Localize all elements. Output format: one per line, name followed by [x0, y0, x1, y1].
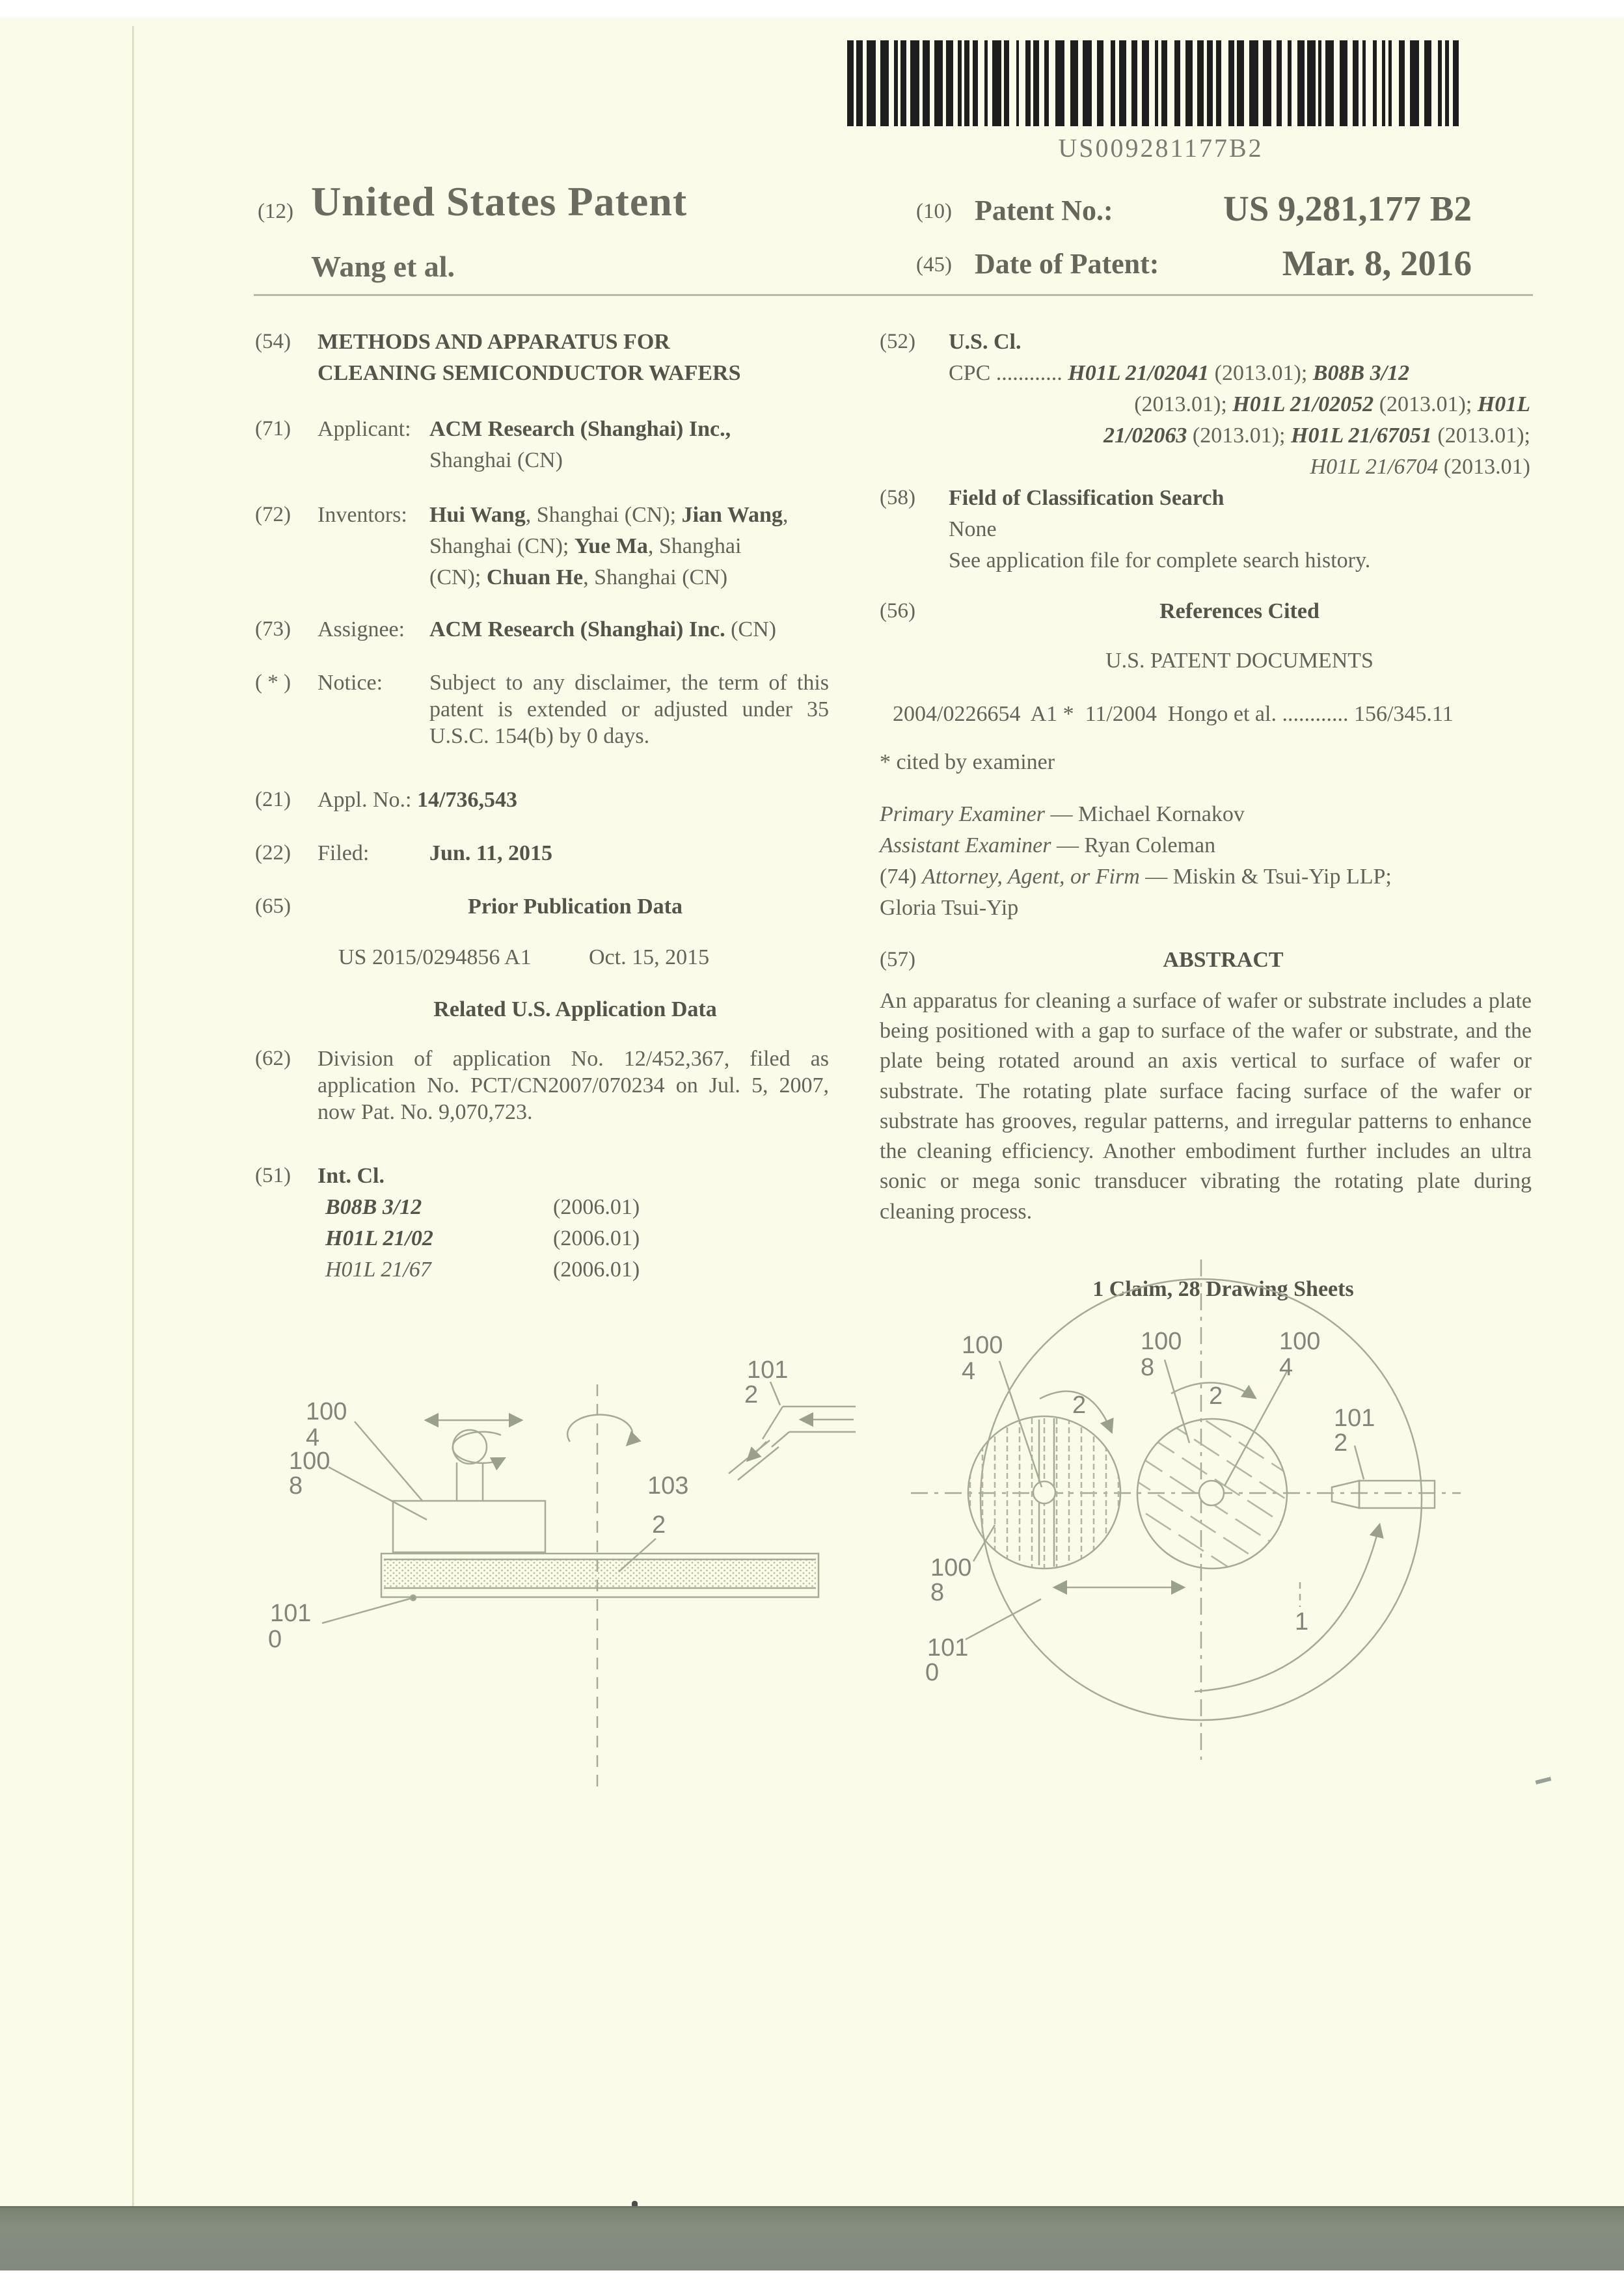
- cpc-class-7: H01L 21/6704: [1310, 455, 1439, 479]
- cpc-line-1: [949, 360, 1409, 387]
- figure-side-view: [260, 1327, 885, 1822]
- plate-right-center: [1199, 1481, 1224, 1505]
- assistant-examiner-label: Assistant Examiner: [880, 833, 1051, 857]
- figure-top-view: [908, 1256, 1565, 1796]
- intcl-1-year: (2006.01): [553, 1195, 640, 1219]
- notice-label: Notice:: [318, 671, 383, 695]
- label-2-left: 2: [1072, 1392, 1087, 1419]
- cpc-class-4: H01L: [1477, 392, 1530, 416]
- s54-title-1: METHODS AND APPARATUS FOR: [318, 330, 670, 354]
- label-1004a-line2: 4: [962, 1358, 976, 1385]
- inventor-sep-4: , Shanghai: [647, 534, 742, 558]
- ref-number: 2004/0226654: [893, 702, 1021, 726]
- cpc-class-2: B08B 3/12: [1312, 361, 1410, 385]
- attorney-firm: — Miskin & Tsui-Yip LLP;: [1139, 865, 1392, 889]
- s58-num: (58): [880, 486, 915, 509]
- label-1008a-line1: 100: [1141, 1328, 1182, 1355]
- leader-1012: [770, 1382, 780, 1405]
- label-1004-line2: 4: [306, 1424, 320, 1451]
- spindle-head: [453, 1430, 487, 1464]
- s72-line-1: [429, 502, 788, 529]
- s72-line-3: [429, 565, 727, 591]
- label-1008-line1: 100: [289, 1448, 331, 1475]
- field-12-number: (12): [258, 200, 293, 223]
- plate-holder-block: [393, 1501, 545, 1552]
- cpc-sep-3: (2013.01);: [1374, 392, 1478, 416]
- cpc-sep-4: (2013.01);: [1187, 424, 1291, 448]
- label-1004b-line1: 100: [1279, 1328, 1321, 1355]
- s65-date: Oct. 15, 2015: [589, 945, 710, 969]
- s71-label: Applicant:: [318, 417, 411, 441]
- assistant-examiner-name: — Ryan Coleman: [1051, 833, 1216, 857]
- nozzle-tip-lower: [772, 1432, 789, 1447]
- assignee-name: ACM Research (Shanghai) Inc.: [429, 617, 725, 641]
- s22-value: Jun. 11, 2015: [429, 841, 552, 865]
- label-1004a-line1: 100: [962, 1332, 1003, 1359]
- nozzle-tip-upper: [763, 1407, 783, 1439]
- cited-by-examiner: * cited by examiner: [880, 750, 1055, 774]
- cpc-line-2: [1134, 392, 1530, 418]
- s65-pub: US 2015/0294856 A1: [338, 945, 532, 969]
- s56-subheading: U.S. PATENT DOCUMENTS: [1105, 649, 1374, 673]
- abstract-heading: ABSTRACT: [1163, 948, 1284, 972]
- spindle-rotation-arrow: [453, 1432, 504, 1463]
- axis-rotation-arrow: [567, 1415, 632, 1444]
- cpc-dots: ............: [990, 361, 1068, 385]
- leader-1010: [966, 1599, 1041, 1639]
- label-1012-line2: 2: [1334, 1429, 1348, 1457]
- inventor-sep-6: , Shanghai (CN): [583, 565, 728, 589]
- barcode-text: US009281177B2: [1058, 133, 1264, 163]
- claims-line: 1 Claim, 28 Drawing Sheets: [1092, 1277, 1354, 1301]
- leader-1004: [355, 1421, 423, 1502]
- patent-no-value: US 9,281,177 B2: [1223, 189, 1472, 228]
- ref-class: 156/345.11: [1353, 702, 1454, 726]
- label-2-mid: 2: [1209, 1382, 1223, 1410]
- s65-heading: Prior Publication Data: [468, 895, 683, 919]
- label-1010-line1: 101: [270, 1600, 312, 1627]
- notice-text: Subject to any disclaimer, the term of this patent is extended or adjusted under 35 U.S.C. 154(b) by 0 days.: [429, 671, 829, 748]
- label-1008b-line1: 100: [930, 1554, 972, 1582]
- intcl-3-year: (2006.01): [553, 1258, 640, 1282]
- nozzle-tip: [1332, 1481, 1359, 1508]
- authors: Wang et al.: [311, 250, 455, 283]
- s52-heading: U.S. Cl.: [949, 330, 1022, 354]
- inventor-3: Yue Ma: [574, 534, 648, 558]
- field-74-number: (74): [880, 865, 923, 889]
- attorney-label: Attorney, Agent, or Firm: [922, 865, 1140, 889]
- cpc-class-1: H01L 21/02041: [1068, 361, 1210, 385]
- reference-row: [893, 701, 1454, 728]
- inventor-sep-1: , Shanghai (CN);: [525, 503, 682, 527]
- cpc-sep-2: (2013.01);: [1134, 392, 1233, 416]
- ref-dots: ............: [1282, 702, 1349, 726]
- label-1008a-line2: 8: [1141, 1354, 1155, 1381]
- cpc-line-4: [1310, 454, 1530, 481]
- s71-applicant-2: Shanghai (CN): [429, 448, 563, 472]
- label-1004-line1: 100: [306, 1398, 347, 1425]
- inventor-2: Jian Wang: [681, 503, 783, 527]
- ref-date: 11/2004: [1085, 702, 1157, 726]
- s57-num: (57): [880, 948, 915, 971]
- related-heading: Related U.S. Application Data: [433, 997, 717, 1021]
- s71-num: (71): [255, 417, 291, 440]
- inventor-sep-2: ,: [782, 503, 789, 527]
- cpc-class-3: H01L 21/02052: [1232, 392, 1374, 416]
- s62-text: Division of application No. 12/452,367, filed as application No. PCT/CN2007/070234 on Jul. 5, 2007, now Pat. No. 9,070,723.: [318, 1047, 829, 1124]
- s73-num: (73): [255, 617, 291, 641]
- leader-1012: [1355, 1446, 1364, 1479]
- plate-hatch-band: [384, 1559, 816, 1588]
- ref-author: Hongo et al.: [1167, 702, 1277, 726]
- s73-assignee: [429, 617, 776, 643]
- plate-left-center: [1033, 1481, 1055, 1503]
- s72-num: (72): [255, 503, 291, 526]
- cpc-class-5: 21/02063: [1103, 424, 1187, 448]
- primary-examiner-name: — Michael Kornakov: [1045, 802, 1245, 826]
- label-1010-line2: 0: [268, 1626, 282, 1653]
- s71-applicant: ACM Research (Shanghai) Inc.,: [429, 417, 731, 441]
- date-of-patent-label: Date of Patent:: [975, 248, 1159, 280]
- cpc-label: CPC: [949, 361, 991, 385]
- s56-heading: References Cited: [1159, 599, 1320, 623]
- field-45-number: (45): [916, 253, 952, 276]
- label-1032-line1: 103: [647, 1472, 689, 1500]
- s58-see: See application file for complete search history.: [949, 548, 1371, 572]
- field-10-number: (10): [916, 200, 952, 223]
- attorney-line-2: Gloria Tsui-Yip: [880, 896, 1019, 920]
- primary-examiner: [880, 801, 1245, 828]
- nozzle-body: [1359, 1481, 1435, 1508]
- cpc-sep-1: (2013.01);: [1209, 361, 1313, 385]
- label-1012-line1: 101: [747, 1356, 789, 1384]
- leader-1008: [329, 1467, 427, 1520]
- label-1010-line2: 0: [925, 1659, 940, 1686]
- label-1008-line2: 8: [289, 1472, 303, 1500]
- intcl-2: H01L 21/02: [325, 1226, 433, 1250]
- inventor-4: Chuan He: [486, 565, 584, 589]
- s56-num: (56): [880, 599, 915, 623]
- s22-label: Filed:: [318, 841, 370, 865]
- cpc-sep-5: (2013.01);: [1431, 424, 1530, 448]
- s58-none: None: [949, 517, 997, 541]
- ref-kind: A1 *: [1030, 702, 1074, 726]
- spray-line-2: [738, 1447, 779, 1480]
- primary-examiner-label: Primary Examiner: [880, 802, 1046, 826]
- scan-background-band: [0, 2208, 1624, 2270]
- date-of-patent-value: Mar. 8, 2016: [1282, 243, 1472, 283]
- leader-1010-dot: [411, 1595, 416, 1600]
- spray-arrow: [748, 1442, 766, 1460]
- abstract-text: An apparatus for cleaning a surface of wafer or substrate includes a plate being positioned with a gap to surface of the wafer or substrate, and the plate being rotated around an axis vertical to surface of wafer or substrate. The rotating plate surface facing surface of the wafer or substrate has grooves, regular patterns, and irregular patterns to enhance the cleaning efficiency. Another embodiment further includes an ultra sonic or mega sonic transducer vibrating the rotating plate during cleaning process.: [880, 989, 1532, 1224]
- label-1008b-line2: 8: [930, 1579, 945, 1606]
- label-1: 1: [1295, 1608, 1309, 1636]
- s58-heading: Field of Classification Search: [949, 486, 1225, 510]
- s21-num: (21): [255, 788, 291, 811]
- cpc-line-3: [1103, 423, 1530, 450]
- s52-num: (52): [880, 330, 915, 353]
- label-1012-line1: 101: [1334, 1405, 1375, 1432]
- inventor-sep-3: Shanghai (CN);: [429, 534, 575, 558]
- label-1010-line1: 101: [927, 1634, 969, 1662]
- inventor-1: Hui Wang: [429, 503, 526, 527]
- label-1012-line2: 2: [744, 1381, 759, 1408]
- intcl-3: H01L 21/67: [325, 1258, 431, 1282]
- s54-title-2: CLEANING SEMICONDUCTOR WAFERS: [318, 361, 741, 385]
- page-fold-line: [132, 26, 134, 2209]
- header-divider: [254, 294, 1533, 296]
- intcl-1: B08B 3/12: [325, 1195, 422, 1219]
- s72-line-2: [429, 533, 741, 560]
- cpc-sep-6: (2013.01): [1438, 455, 1530, 479]
- assistant-examiner: [880, 833, 1215, 859]
- label-1032-line2: 2: [652, 1511, 666, 1539]
- intcl-2-year: (2006.01): [553, 1226, 640, 1250]
- s62-num: (62): [255, 1047, 291, 1070]
- s22-num: (22): [255, 841, 291, 865]
- appl-no-label: Appl. No.:: [318, 788, 417, 812]
- label-1004b-line2: 4: [1279, 1354, 1293, 1381]
- s51-heading: Int. Cl.: [318, 1164, 385, 1188]
- inventor-sep-5: (CN);: [429, 565, 487, 589]
- s51-num: (51): [255, 1164, 291, 1187]
- s72-label: Inventors:: [318, 503, 407, 527]
- s21-line: [318, 787, 517, 814]
- assignee-country: (CN): [725, 617, 776, 641]
- s65-num: (65): [255, 895, 291, 918]
- attorney-line: [880, 864, 1392, 891]
- notice-num: ( * ): [255, 671, 291, 694]
- s73-label: Assignee:: [318, 617, 405, 641]
- patent-no-label: Patent No.:: [975, 195, 1113, 226]
- s54-num: (54): [255, 330, 291, 353]
- page-title: United States Patent: [311, 178, 688, 224]
- cpc-class-6: H01L 21/67051: [1291, 424, 1432, 448]
- leader-1010: [322, 1598, 413, 1623]
- appl-no-value: 14/736,543: [417, 788, 517, 812]
- barcode: [847, 40, 1473, 128]
